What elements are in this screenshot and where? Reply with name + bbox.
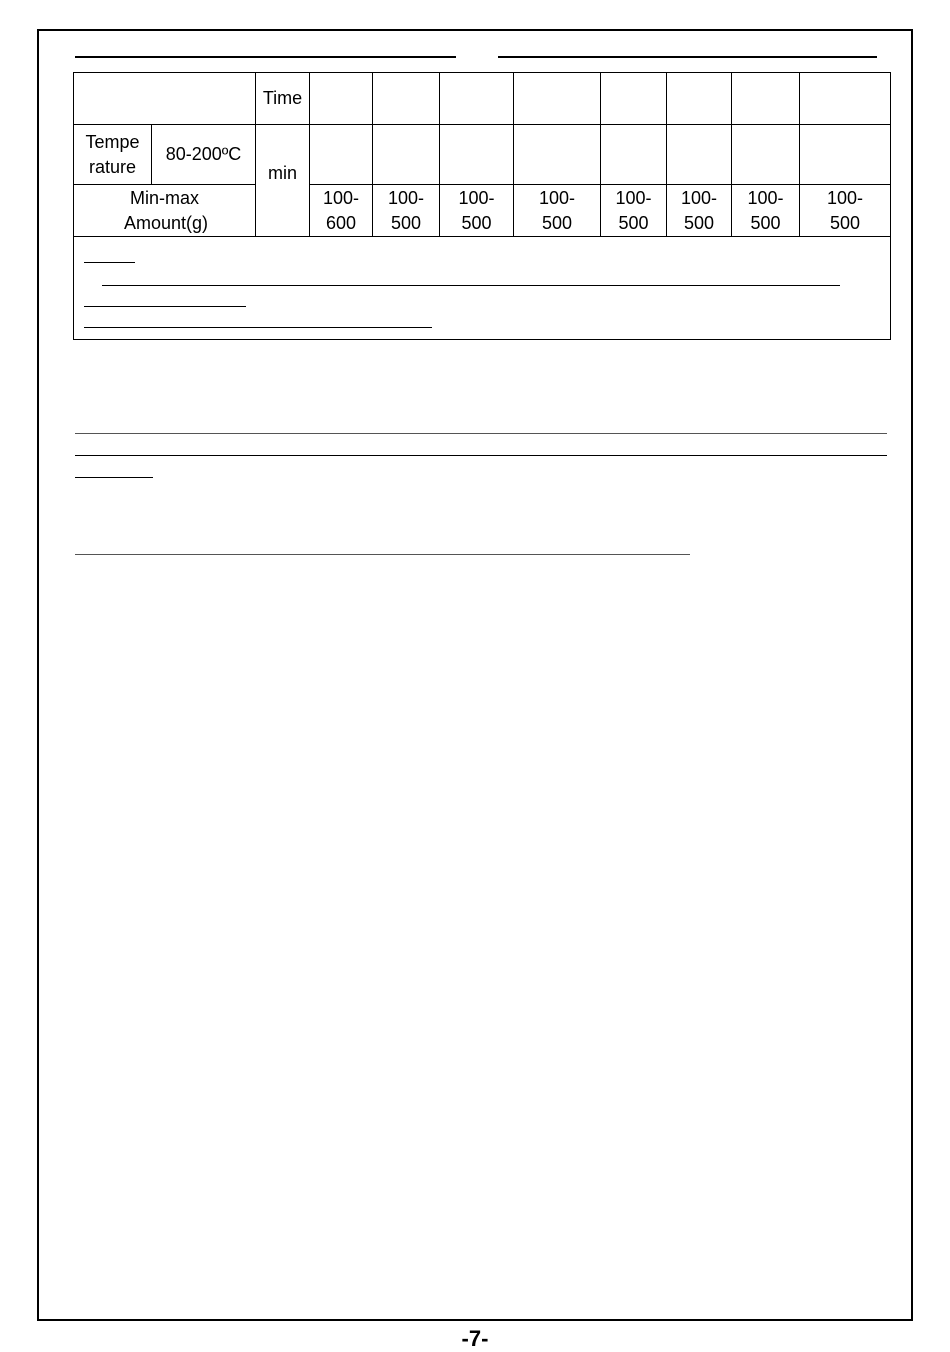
table-cell	[310, 73, 373, 125]
amount-cell	[667, 185, 732, 237]
table-row-notes	[74, 237, 891, 340]
amount-min: 100-	[458, 187, 495, 208]
time-label: Time	[256, 73, 310, 125]
amount-cell	[514, 185, 601, 237]
table-row-amount	[74, 185, 891, 237]
amount-cell	[732, 185, 800, 237]
table-cell	[440, 73, 514, 125]
table-cell	[732, 73, 800, 125]
amount-cell	[310, 185, 373, 237]
amount-max: 500	[541, 212, 573, 233]
amount-max: 500	[461, 212, 492, 233]
amount-max: 500	[750, 212, 781, 233]
amount-max: 500	[683, 212, 715, 233]
table-cell-blank	[74, 73, 256, 125]
table-cell	[514, 73, 601, 125]
table-cell	[373, 73, 440, 125]
amount-min: 100-	[826, 187, 864, 208]
table-cell	[601, 125, 667, 185]
amount-max: 500	[829, 212, 861, 233]
amount-max: 500	[390, 212, 422, 233]
amount-cell	[601, 185, 667, 237]
amount-max: 500	[618, 212, 649, 233]
table-cell	[373, 125, 440, 185]
note-rule-3	[84, 306, 246, 307]
table-cell	[601, 73, 667, 125]
table-cell	[440, 125, 514, 185]
amount-min: 100-	[538, 187, 576, 208]
amount-min: 100-	[322, 187, 360, 208]
body-rule-3	[75, 477, 153, 478]
notes-cell	[74, 237, 891, 340]
cooking-table	[73, 72, 891, 340]
table-cell	[667, 125, 732, 185]
table-row-header	[74, 73, 891, 125]
table-cell	[667, 73, 732, 125]
note-rule-1	[84, 262, 135, 263]
amount-cell	[440, 185, 514, 237]
amount-label: Min-max Amount(g)	[74, 185, 256, 237]
table-cell	[800, 125, 891, 185]
amount-min: 100-	[615, 187, 652, 208]
header-rule-right	[498, 56, 877, 58]
body-rule-4	[75, 554, 690, 555]
amount-max: 600	[325, 212, 357, 233]
body-rule-1	[75, 433, 887, 434]
amount-cell	[800, 185, 891, 237]
min-label: min	[256, 125, 310, 237]
amount-min: 100-	[680, 187, 718, 208]
body-rule-2	[75, 455, 887, 456]
temperature-range: 80-200ºC	[152, 125, 256, 185]
table-cell	[800, 73, 891, 125]
page-number: -7-	[461, 1326, 489, 1351]
note-rule-2	[102, 285, 840, 286]
note-rule-4	[84, 327, 432, 328]
temperature-label: Tempe rature	[74, 125, 152, 185]
amount-cell	[373, 185, 440, 237]
amount-min: 100-	[387, 187, 425, 208]
table-cell	[514, 125, 601, 185]
header-rule-left	[75, 56, 456, 58]
amount-min: 100-	[747, 187, 784, 208]
table-row-temperature	[74, 125, 891, 185]
table-cell	[310, 125, 373, 185]
table-cell	[732, 125, 800, 185]
